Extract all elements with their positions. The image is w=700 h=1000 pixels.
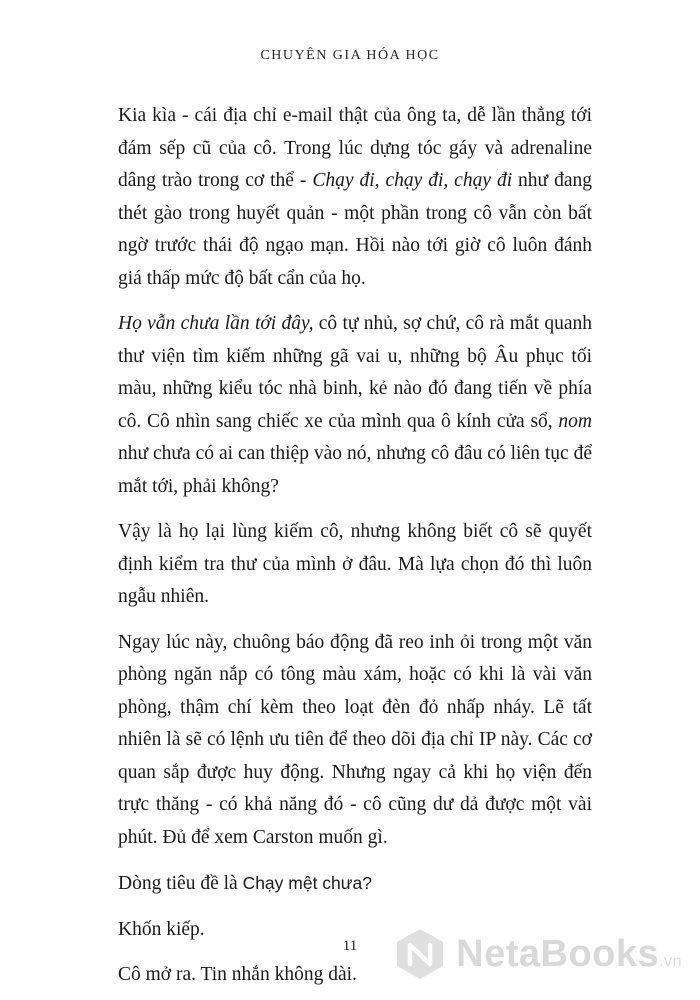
paragraph-1-text-a: Kia kìa - cái địa chỉ e-mail thật của ông ta, dễ lần thẳng tới đám sếp cũ của cô. Trong lúc dựng tóc gáy và adrenaline dâng trào trong cơ thể - [118,105,592,191]
paragraph-4: Ngay lúc này, chuông báo động đã reo inh ỏi trong một văn phòng ngăn nắp có tông màu xám, hoặc có khi là vài văn phòng, thậm chí kèm theo loạt đèn đỏ nhấp nháy. Lẽ tất nhiên là sẽ có lệnh ưu tiên để theo dõi địa chỉ IP này. Các cơ quan sắp được huy động. Nhưng ngay cả khi họ viện đến trực thăng - có khả năng đó - cô cũng dư dả được một vài phút. Đủ để xem Carston muốn gì. [118,631,592,848]
paragraph-6: Khốn kiếp. [118,918,205,940]
email-subject-line: Chạy mệt chưa? [242,873,372,893]
paragraph-2 [118,308,592,503]
body-text [118,100,592,992]
paragraph-2-text-a: cô tự nhủ, sợ chứ, cô rà mắt quanh thư viện tìm kiếm những gã vai u, những bộ Âu phục tối màu, những kiểu tóc nhà binh, kẻ nào đó đang tiến về phía cô. Cô nhìn sang chiếc xe của mình qua ô kính cửa sổ, [118,313,592,432]
paragraph-2-italic-2: nom [558,410,592,432]
paragraph-1-text-b: như đang thét gào trong huyết quản - một phần trong cô vẫn còn bất ngờ trước thái độ ngạo mạn. Hồi nào tới giờ cô luôn đánh giá thấp mức độ bất cẩn của họ. [118,170,592,289]
watermark-brand: NetaBooks [456,932,660,975]
paragraph-1-italic: Chạy đi, chạy đi, chạy đi [312,170,513,191]
paragraph-5 [118,867,592,901]
watermark-text [456,933,682,976]
paragraph-7: Cô mở ra. Tin nhắn không dài. [118,964,357,985]
paragraph-2-text-b: như chưa có ai can thiệp vào nó, nhưng cô đâu có liên tục để mắt tới, phải không? [118,443,592,497]
paragraph-1 [118,100,592,295]
page-number: 11 [342,938,358,954]
watermark [392,926,682,982]
running-head: CHUYÊN GIA HÓA HỌC [260,48,440,63]
paragraph-3: Vậy là họ lại lùng kiếm cô, nhưng không biết cô sẽ quyết định kiểm tra thư của mình ở đâu. Mà lựa chọn đó thì luôn ngẫu nhiên. [118,521,592,607]
netabooks-logo-icon [392,926,448,982]
paragraph-5-text: Dòng tiêu đề là [118,873,243,894]
watermark-suffix: .vn [659,952,682,970]
paragraph-2-italic: Họ vẫn chưa lần tới đây, [118,313,314,334]
